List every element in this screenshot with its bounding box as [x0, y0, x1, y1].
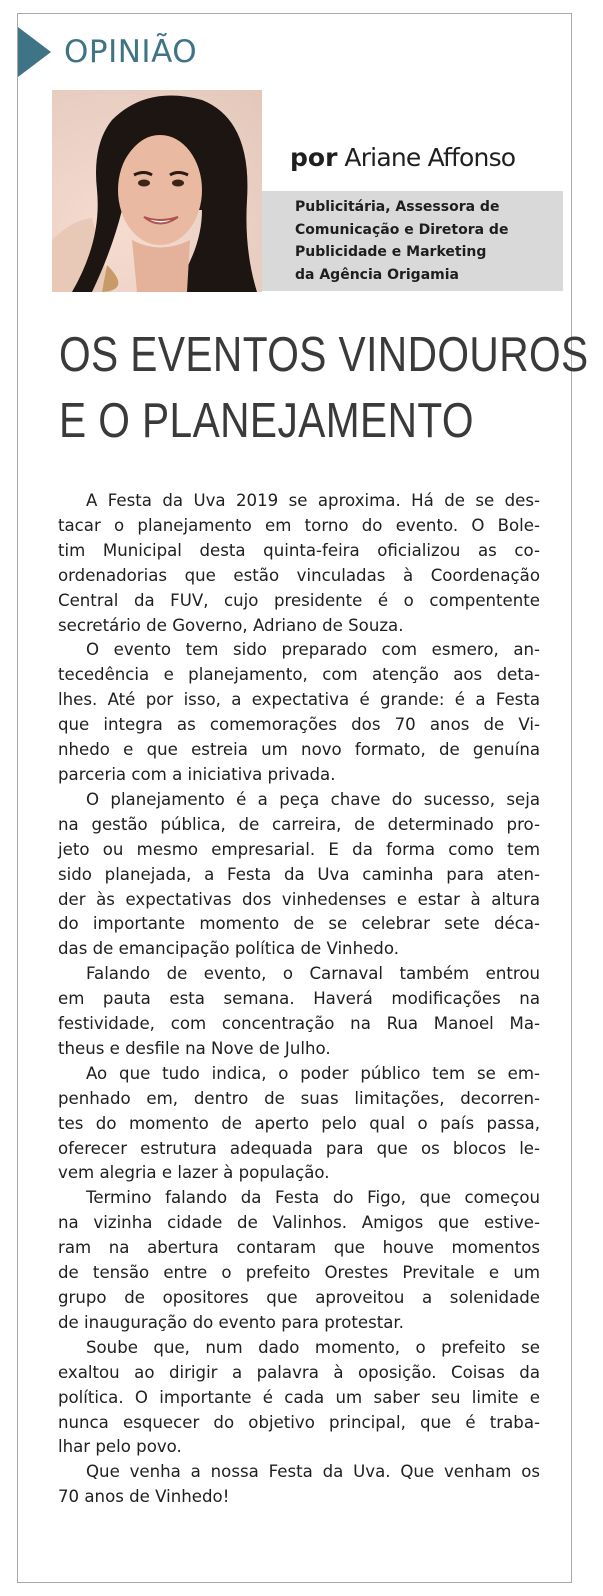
text-line: exaltou ao dirigir a palavra à oposição. Coisas da [58, 1362, 540, 1382]
text-line: theus e desfile na Nove de Julho. [58, 1038, 331, 1058]
text-line: ordenadorias que estão vinculadas à Coordenação [58, 565, 540, 585]
author-bio [262, 191, 563, 291]
paragraph-end [58, 1485, 540, 1510]
text-line: Central da FUV, cujo presidente é o compentente [58, 590, 540, 610]
paragraph [58, 788, 540, 937]
bio-line: Comunicação e Diretora de [295, 221, 509, 238]
text-line: em pauta esta semana. Haverá modificações na [58, 989, 540, 1009]
text-line: de inauguração do evento para protestar. [58, 1312, 404, 1332]
paragraph-end [58, 1435, 540, 1460]
text-line: der às expectativas dos vinhedenses e estar à altura [58, 889, 540, 909]
paragraph-end [58, 937, 540, 962]
byline-prefix: por [290, 143, 338, 172]
text-line: que integra as comemorações dos 70 anos de Vi- [58, 715, 540, 735]
paragraph-end [58, 614, 540, 639]
bio-line: da Agência Origamia [295, 266, 459, 283]
headline [59, 322, 589, 454]
text-line: na vizinha cidade de Valinhos. Amigos que estive- [58, 1213, 540, 1233]
text-line: nhedo e que estreia um novo formato, de genuína [58, 740, 540, 760]
text-line: grupo de opositores que aproveitou a solenidade [58, 1288, 540, 1307]
headline-line: OS EVENTOS VINDOUROS [59, 328, 589, 382]
paragraph [58, 1062, 540, 1162]
text-line: A Festa da Uva 2019 se aproxima. Há de se des- [86, 491, 540, 510]
text-line: penhado em, dentro de suas limitações, decorren- [58, 1088, 540, 1108]
paragraph [58, 1186, 540, 1311]
author-photo [52, 90, 262, 292]
paragraph [58, 962, 540, 1037]
text-line: das de emancipação política de Vinhedo. [58, 939, 399, 959]
text-line: nunca esquecer do objetivo principal, que é traba- [58, 1412, 540, 1432]
text-line: secretário de Governo, Adriano de Souza. [58, 615, 404, 635]
text-line: na gestão pública, de carreira, de determinado pro- [58, 814, 540, 834]
author-byline [290, 138, 515, 178]
text-line: tecedência e planejamento, com atenção aos deta- [58, 665, 540, 685]
paragraph [58, 1336, 540, 1436]
text-line: parceria com a iniciativa privada. [58, 764, 336, 784]
paragraph [58, 638, 540, 763]
section-arrow-icon [18, 27, 51, 77]
text-line: lhes. Até por isso, a expectativa é grande: é a Festa [58, 690, 540, 710]
paragraph [58, 1460, 540, 1485]
text-line: jeto ou mesmo empresarial. E da forma como tem [58, 839, 540, 859]
text-line: ram na abertura contaram que houve momentos [58, 1238, 540, 1258]
text-line: tacar o planejamento em torno do evento. O Bole- [58, 515, 540, 535]
text-line: Falando de evento, o Carnaval também entrou [86, 964, 540, 984]
headline-line: E O PLANEJAMENTO [59, 394, 474, 448]
paragraph [58, 489, 540, 614]
text-line: tim Municipal desta quinta-feira oficializou as co- [58, 540, 540, 560]
text-line: tes do momento de aperto pelo qual o país passa, [58, 1113, 540, 1133]
text-line: oferecer estrutura adequada para que os blocos le- [58, 1138, 540, 1158]
text-line: do importante momento de se celebrar sete déca- [58, 914, 540, 934]
text-line: 70 anos de Vinhedo! [58, 1487, 230, 1507]
text-line: Que venha a nossa Festa da Uva. Que venham os [86, 1462, 540, 1482]
article-body [58, 489, 540, 1510]
bio-line: Publicidade e Marketing [295, 244, 487, 260]
text-line: sido planejada, a Festa da Uva caminha para aten- [58, 864, 540, 884]
text-line: vem alegria e lazer à população. [58, 1163, 330, 1183]
paragraph-end [58, 1037, 540, 1062]
text-line: de tensão entre o prefeito Orestes Previtale e um [58, 1263, 540, 1283]
bio-line: Publicitária, Assessora de [295, 199, 500, 215]
text-line: política. O importante é cada um saber seu limite e [58, 1387, 540, 1407]
text-line: O evento tem sido preparado com esmero, an- [86, 640, 540, 660]
text-line: festividade, com concentração na Rua Manoel Ma- [58, 1014, 540, 1034]
text-line: Termino falando da Festa do Figo, que começou [86, 1188, 540, 1208]
section-title: OPINIÃO [64, 34, 198, 70]
text-line: O planejamento é a peça chave do sucesso, seja [86, 789, 540, 809]
author-name: Ariane Affonso [344, 143, 516, 172]
paragraph-end [58, 763, 540, 788]
text-line: lhar pelo povo. [58, 1437, 182, 1457]
paragraph-end [58, 1311, 540, 1336]
paragraph-end [58, 1161, 540, 1186]
text-line: Ao que tudo indica, o poder público tem se em- [86, 1063, 540, 1083]
text-line: Soube que, num dado momento, o prefeito se [86, 1337, 540, 1357]
